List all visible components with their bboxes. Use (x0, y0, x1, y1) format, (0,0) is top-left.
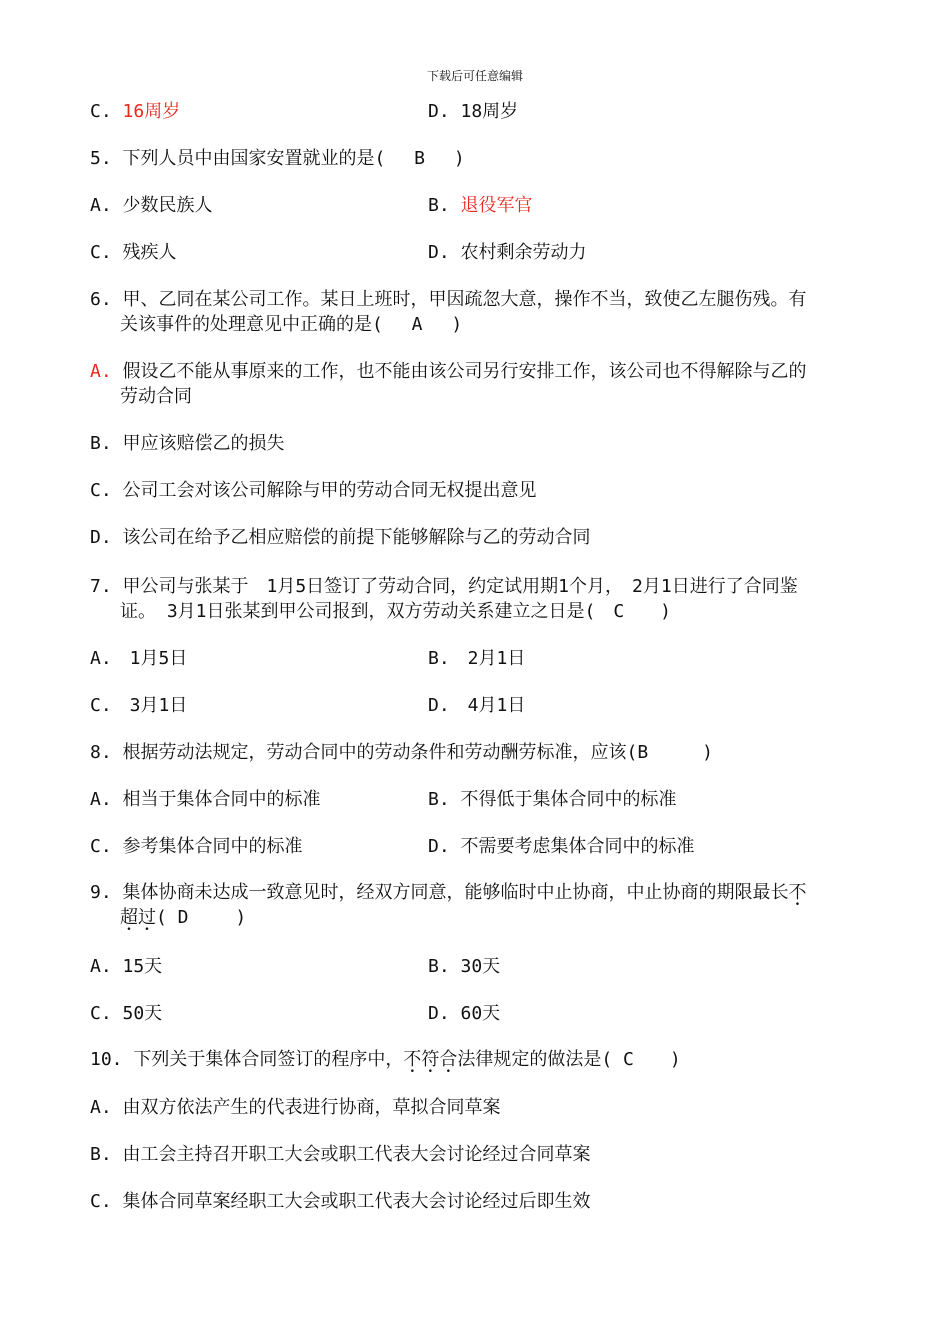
q4-option-c-text: 16周岁 (122, 101, 181, 122)
q7-option-a: A. 1月5日 (90, 648, 188, 669)
q9-stem-text: 9. 集体协商未达成一致意见时，经双方同意，能够临时中止协商，中止协商的期限最长 (90, 882, 789, 903)
q5-option-d: D. 农村剩余劳动力 (428, 242, 587, 263)
q10-emphasis-char: 符 (421, 1049, 440, 1070)
q4-option-c (90, 100, 180, 124)
q5-option-c: C. 残疾人 (90, 242, 177, 263)
q9-option-d: D. 60天 (428, 1003, 501, 1024)
q4-option-c-key: C. (90, 101, 112, 122)
q9-option-c: C. 50天 (90, 1003, 163, 1024)
q9-stem-line1 (90, 881, 807, 905)
q5-option-a: A. 少数民族人 (90, 195, 213, 216)
q10-emphasis-char: 合 (439, 1049, 458, 1070)
q7-stem-line2: 证。 3月1日张某到甲公司报到，双方劳动关系建立之日是( C ) (120, 601, 672, 622)
q8-option-b: B. 不得低于集体合同中的标准 (428, 789, 677, 810)
q8-option-d: D. 不需要考虑集体合同中的标准 (428, 836, 695, 857)
q5-option-b (428, 194, 533, 218)
q9-option-b: B. 30天 (428, 956, 501, 977)
q5-stem: 5. 下列人员中由国家安置就业的是( B ) (90, 148, 465, 169)
q10-option-a: A. 由双方依法产生的代表进行协商，草拟合同草案 (90, 1097, 501, 1118)
q10-emphasis-char: 不 (403, 1049, 422, 1070)
q9-stem-line2 (120, 906, 246, 930)
q10-stem (90, 1048, 681, 1072)
q6-stem-line1: 6. 甲、乙同在某公司工作。某日上班时，甲因疏忽大意，操作不当，致使乙左腿伤残。有 (90, 289, 807, 310)
q6-option-a-line2: 劳动合同 (120, 386, 192, 407)
q10-stem-post: 法律规定的做法是( C ) (457, 1049, 681, 1070)
q6-option-c: C. 公司工会对该公司解除与甲的劳动合同无权提出意见 (90, 480, 537, 501)
q9-stem-answer: ( D ) (156, 907, 247, 928)
q8-option-c: C. 参考集体合同中的标准 (90, 836, 303, 857)
q6-option-a (90, 360, 807, 384)
q9-emphasis-char: 过 (138, 907, 156, 928)
q10-option-c: C. 集体合同草案经职工大会或职工代表大会讨论经过后即生效 (90, 1191, 591, 1212)
q7-option-c: C. 3月1日 (90, 695, 188, 716)
q8-stem: 8. 根据劳动法规定，劳动合同中的劳动条件和劳动酬劳标准，应该(B ) (90, 742, 714, 763)
q9-emphasis-char: 超 (120, 907, 138, 928)
q7-option-d: D. 4月1日 (428, 695, 526, 716)
q9-option-a: A. 15天 (90, 956, 163, 977)
q10-option-b: B. 由工会主持召开职工大会或职工代表大会讨论经过合同草案 (90, 1144, 591, 1165)
q4-option-d: D. 18周岁 (428, 101, 519, 122)
q5-option-b-text: 退役军官 (460, 195, 533, 216)
q10-stem-pre: 10. 下列关于集体合同签订的程序中， (90, 1049, 404, 1070)
q6-option-a-key: A. (90, 361, 112, 382)
q7-option-b: B. 2月1日 (428, 648, 526, 669)
page-header: 下载后可任意编辑 (426, 69, 523, 83)
q7-stem-line1: 7. 甲公司与张某于 1月5日签订了劳动合同，约定试用期1个月， 2月1日进行了合同鉴 (90, 576, 798, 597)
q6-option-d: D. 该公司在给予乙相应赔偿的前提下能够解除与乙的劳动合同 (90, 527, 591, 548)
q6-option-b: B. 甲应该赔偿乙的损失 (90, 433, 285, 454)
q5-option-b-key: B. (428, 195, 450, 216)
q9-emphasis-char: 不 (788, 882, 807, 903)
q6-option-a-line1: 假设乙不能从事原来的工作，也不能由该公司另行安排工作，该公司也不得解除与乙的 (122, 361, 807, 382)
q8-option-a: A. 相当于集体合同中的标准 (90, 789, 321, 810)
q6-stem-line2: 关该事件的处理意见中正确的是( A ) (120, 314, 463, 335)
